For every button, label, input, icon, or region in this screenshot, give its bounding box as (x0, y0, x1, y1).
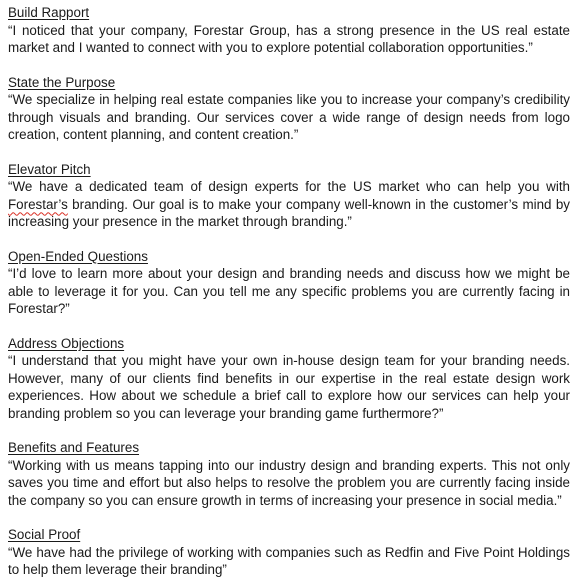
section-text[interactable]: “I’d love to learn more about your design and branding needs and discuss how we might be able to leverage it for you. Can you tell me any specific problems you are currently facing in Forestar?” (8, 266, 570, 316)
section-heading: Address Objections (8, 335, 125, 351)
section-heading: Open-Ended Questions (8, 248, 148, 264)
section-heading: Social Proof (8, 527, 81, 542)
section-heading: Elevator Pitch (8, 161, 91, 177)
spellcheck-flagged-word[interactable]: Forestar’s (8, 196, 68, 212)
section-state-the-purpose (8, 74, 570, 144)
section-social-proof (8, 526, 570, 579)
section-text[interactable]: “We specialize in helping real estate companies like you to increase your company’s credibility through visuals and branding. Our services cover a wide range of design needs from logo creation, content planning, and content creation.” (8, 92, 570, 142)
section-text[interactable]: “Working with us means tapping into our industry design and branding experts. This not only saves you time and effort but also helps to resolve the problem you are currently facing inside the company so you can ensure growth in terms of increasing your presence in social media.” (8, 457, 570, 508)
section-address-objections (8, 335, 570, 423)
section-text[interactable]: “I understand that you might have your own in-house design team for your branding needs. However, many of our clients find benefits in our expertise in the real estate design work experiences. How about we schedule a brief call to explore how our services can help your branding problem so you can leverage your branding game furthermore?” (8, 353, 570, 421)
text-run: branding. Our goal is to make your company well-known in the customer’s mind by increasing your presence in the market through branding.” (8, 196, 570, 229)
section-heading: Build Rapport (8, 5, 90, 20)
text-run: “We have a dedicated team of design experts for the US market who can help you with (8, 179, 570, 194)
section-benefits-and-features (8, 439, 570, 509)
section-text[interactable]: “I noticed that your company, Forestar Group, has a strong presence in the US real estate market and I wanted to connect with you to explore potential collaboration opportunities.” (8, 22, 570, 55)
section-heading: State the Purpose (8, 74, 116, 90)
section-build-rapport (8, 4, 570, 57)
section-heading: Benefits and Features (8, 440, 140, 455)
section-text[interactable] (8, 178, 570, 231)
section-open-ended-questions (8, 248, 570, 318)
section-text[interactable]: “We have had the privilege of working with companies such as Redfin and Five Point Holdings to help them leverage their branding” (8, 544, 570, 577)
section-elevator-pitch (8, 161, 570, 231)
